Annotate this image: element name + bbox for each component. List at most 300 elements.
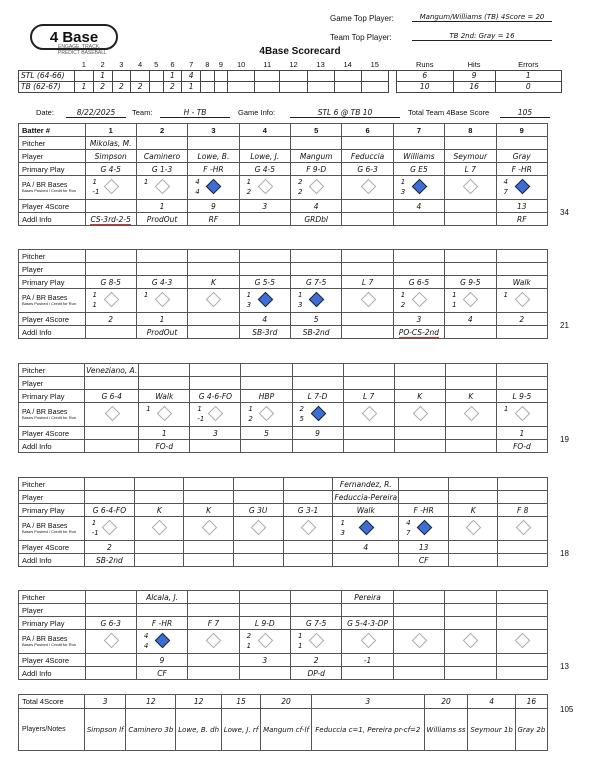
pitcher-cell [233, 478, 283, 491]
totals-header: Runs [396, 59, 453, 70]
player-cell [239, 604, 290, 617]
inning-runs: 1 [93, 70, 112, 81]
pa-cell [239, 289, 290, 313]
base-diamond-icon [155, 291, 171, 307]
bases-diagram [499, 518, 546, 540]
addl-cell: SB-3rd [239, 326, 290, 339]
base-diamond-icon [208, 405, 224, 421]
inning-runs [112, 70, 131, 81]
pitcher-cell [291, 591, 342, 604]
score-cell: 9 [188, 200, 239, 213]
pa-cell [498, 517, 548, 541]
inning-header-4: 4 [131, 59, 150, 70]
base-diamond-icon [515, 405, 531, 421]
bases-pushed: 2 [298, 177, 303, 186]
bases-pushed: 1 [400, 290, 406, 299]
total-4score-cell: 3 [311, 695, 424, 709]
inning-header-2: 2 [93, 59, 112, 70]
row-label-score: Player 4Score [19, 427, 85, 440]
score-cell: 2 [84, 541, 134, 554]
player-note-cell: Lowe, B. dh [176, 709, 222, 751]
totals-header: Errors [495, 59, 561, 70]
game-top-player-label: Game Top Player: [330, 14, 394, 23]
primary-cell [496, 617, 548, 630]
bases-diagram [498, 290, 547, 312]
row-label-primary: Primary Play [19, 276, 86, 289]
base-diamond-icon [206, 632, 222, 648]
pitcher-cell [188, 250, 239, 263]
pitcher-cell [342, 250, 393, 263]
player-cell [291, 604, 342, 617]
pa-cell [496, 630, 548, 654]
base-diamond-icon [102, 519, 118, 535]
base-diamond-icon [309, 178, 325, 194]
bases-credit: 2 [298, 187, 303, 196]
bases-pushed: 1 [340, 518, 345, 527]
score-cell [342, 200, 393, 213]
player-cell [496, 263, 548, 276]
base-diamond-icon [103, 178, 119, 194]
primary-cell: K [449, 504, 498, 517]
bases-diagram [241, 290, 289, 312]
primary-cell: L 7 [445, 163, 496, 176]
row-label-pa: PA / BR Bases Bases Pushed / Credit for Run [19, 289, 86, 313]
bases-credit: -1 [91, 528, 99, 537]
base-diamond-icon [466, 519, 482, 535]
pa-cell [85, 403, 139, 427]
linescore-table [18, 59, 562, 93]
batter-number: 3 [188, 124, 239, 137]
base-diamond-icon [514, 632, 530, 648]
score-cell [85, 427, 139, 440]
pa-cell [239, 176, 290, 200]
base-diamond-icon [104, 405, 120, 421]
addl-text: PO-CS-2nd [398, 327, 440, 337]
bases-pushed: 1 [503, 290, 508, 299]
base-diamond-icon [157, 405, 173, 421]
pitcher-cell [291, 137, 342, 150]
pa-cell [190, 403, 241, 427]
total-4score-label: Total 4Score [19, 695, 85, 709]
addl-cell: FO-d [496, 440, 547, 453]
row-label-score: Player 4Score [19, 541, 85, 554]
addl-cell [333, 554, 399, 567]
bases-pushed: 2 [299, 404, 304, 413]
row-label-addl: Addl Info [19, 667, 86, 680]
row-label-primary: Primary Play [19, 163, 86, 176]
gap-cell [388, 81, 396, 92]
bases-diagram [140, 404, 188, 426]
bases-credit: 7 [406, 528, 411, 537]
primary-cell: G 9-5 [445, 276, 496, 289]
primary-cell: K [184, 504, 233, 517]
team-label: Team: [132, 108, 153, 117]
inning-block-3 [18, 363, 548, 453]
player-cell [498, 491, 548, 504]
row-label-pa: PA / BR Bases Bases Pushed / Credit for Run [19, 176, 86, 200]
logo-tagline: ENGAGE, TRACK, PREDICT BASEBALL [58, 44, 107, 56]
base-diamond-icon [412, 405, 428, 421]
gap-cell [388, 59, 396, 70]
pa-cell [136, 630, 187, 654]
row-sublabel: Bases Pushed / Credit for Run [22, 529, 77, 534]
row-sublabel: Bases Pushed / Credit for Run [22, 642, 77, 647]
base-diamond-icon [103, 632, 119, 648]
base-diamond-icon [412, 632, 428, 648]
pa-cell [291, 630, 342, 654]
score-cell [393, 654, 444, 667]
pa-cell [393, 630, 444, 654]
pitcher-cell [139, 364, 190, 377]
score-cell: 1 [496, 427, 547, 440]
bases-pushed: 4 [503, 177, 508, 186]
date-value: 8/22/2025 [66, 108, 126, 118]
bases-diagram [446, 290, 494, 312]
row-label-score: Player 4Score [19, 200, 86, 213]
pa-cell [399, 517, 449, 541]
addl-cell [85, 326, 136, 339]
primary-cell: G 4-6-FO [190, 390, 241, 403]
team-runs: 6 [396, 70, 453, 81]
addl-cell [393, 213, 444, 226]
primary-cell: F 9-D [291, 163, 342, 176]
batter-number: 9 [496, 124, 548, 137]
bases-diagram [292, 290, 340, 312]
inning-runs [255, 81, 280, 92]
bases-diagram [138, 631, 186, 653]
bases-diagram [86, 518, 133, 540]
addl-cell [449, 554, 498, 567]
bases-diagram [400, 518, 447, 540]
grand-total: 105 [560, 705, 574, 714]
row-label-pitcher: Pitcher [19, 137, 86, 150]
addl-cell [184, 554, 233, 567]
inning-runs [255, 70, 280, 81]
base-diamond-icon [206, 178, 222, 194]
inning-runs [361, 81, 388, 92]
bases-diagram [87, 631, 135, 653]
pa-cell [188, 176, 239, 200]
primary-cell: Walk [139, 390, 190, 403]
row-sublabel: Bases Pushed / Credit for Run [22, 301, 77, 306]
player-cell [496, 377, 547, 390]
logo-text: 4 Base [49, 28, 99, 46]
scorecard-title: 4Base Scorecard [259, 46, 341, 57]
pitcher-cell [84, 478, 134, 491]
bases-pushed: 1 [298, 631, 303, 640]
score-cell [85, 200, 136, 213]
row-label-pa: PA / BR Bases Bases Pushed / Credit for Run [19, 517, 85, 541]
batter-number: 1 [85, 124, 136, 137]
team-errors: 0 [495, 81, 561, 92]
player-cell [233, 491, 283, 504]
primary-cell: G 4-5 [239, 163, 290, 176]
bases-diagram [185, 518, 231, 540]
bases-diagram [86, 404, 137, 426]
bases-diagram [138, 290, 186, 312]
inning-runs [150, 81, 164, 92]
score-cell [445, 654, 496, 667]
player-cell: Seymour [445, 150, 496, 163]
addl-cell [239, 213, 290, 226]
bases-diagram [189, 631, 237, 653]
bases-diagram [498, 177, 547, 199]
pa-cell [333, 517, 399, 541]
inning-block-1 [18, 123, 548, 226]
inning-runs [280, 70, 307, 81]
inning-runs [214, 70, 228, 81]
team-hits: 9 [453, 70, 495, 81]
bases-diagram [498, 631, 547, 653]
primary-cell: F -HR [136, 617, 187, 630]
pa-cell [445, 403, 496, 427]
score-cell: 3 [190, 427, 241, 440]
bases-credit: 5 [299, 414, 304, 423]
row-label-pa: PA / BR Bases Bases Pushed / Credit for Run [19, 630, 86, 654]
pitcher-cell [239, 591, 290, 604]
row-label-addl: Addl Info [19, 213, 86, 226]
bases-diagram [395, 177, 443, 199]
pitcher-cell [393, 137, 444, 150]
base-diamond-icon [201, 519, 217, 535]
score-cell: 1 [136, 200, 187, 213]
addl-cell [85, 667, 136, 680]
pitcher-cell [241, 364, 292, 377]
bases-credit: 2 [400, 300, 406, 309]
score-cell [184, 541, 233, 554]
row-label-addl: Addl Info [19, 326, 86, 339]
batter-number: 7 [393, 124, 444, 137]
addl-cell [190, 440, 241, 453]
pitcher-cell: Veneziano, A. [86, 365, 138, 375]
bases-diagram [447, 404, 495, 426]
addl-cell: CF [399, 554, 449, 567]
pa-cell [291, 176, 342, 200]
row-label-player: Player [19, 377, 85, 390]
score-cell: 9 [136, 654, 187, 667]
player-cell [343, 377, 394, 390]
bases-pushed: 1 [91, 518, 97, 527]
pitcher-cell [85, 591, 136, 604]
bases-diagram [241, 631, 289, 653]
inning-header-15: 15 [361, 59, 388, 70]
total-score-value: 105 [500, 108, 550, 118]
team-name: TB (62-67) [19, 81, 75, 92]
addl-cell [342, 326, 393, 339]
inning-runs [228, 70, 255, 81]
addl-cell: RF [188, 213, 239, 226]
base-diamond-icon [309, 291, 325, 307]
primary-cell: G 3U [233, 504, 283, 517]
batter-number: 5 [291, 124, 342, 137]
team-name: STL (64-66) [19, 70, 75, 81]
base-diamond-icon [301, 519, 317, 535]
bases-diagram [334, 518, 397, 540]
total-4score-cell: 12 [176, 695, 222, 709]
pitcher-cell [496, 364, 547, 377]
addl-cell [498, 554, 548, 567]
player-note-cell: Mangum cf-lf [261, 709, 312, 751]
inning-header-8: 8 [201, 59, 215, 70]
addl-cell [496, 667, 548, 680]
pa-cell [496, 176, 548, 200]
score-cell: 5 [241, 427, 292, 440]
inning-total: 13 [560, 662, 569, 671]
player-cell: Williams [393, 150, 444, 163]
team-hits: 16 [453, 81, 495, 92]
bases-credit: -1 [197, 414, 205, 423]
base-diamond-icon [152, 519, 168, 535]
score-cell [496, 654, 548, 667]
base-diamond-icon [416, 519, 432, 535]
pitcher-cell: Alcala, J. [136, 591, 187, 604]
player-cell [139, 377, 190, 390]
row-label-addl: Addl Info [19, 554, 85, 567]
base-diamond-icon [361, 405, 377, 421]
primary-cell: Walk [333, 504, 399, 517]
bases-credit: 3 [298, 300, 303, 309]
score-cell [449, 541, 498, 554]
score-cell [283, 541, 333, 554]
game-info-value: STL 6 @ TB 10 [290, 108, 400, 118]
pitcher-cell [393, 591, 444, 604]
score-cell: 13 [399, 541, 449, 554]
pa-cell [136, 289, 187, 313]
inning-runs [214, 81, 228, 92]
pa-cell [393, 176, 444, 200]
bases-credit: 1 [92, 300, 97, 309]
inning-runs [131, 70, 150, 81]
pitcher-cell [292, 364, 343, 377]
pa-cell [342, 630, 393, 654]
addl-cell [135, 554, 184, 567]
inning-runs: 2 [131, 81, 150, 92]
bases-diagram [395, 631, 443, 653]
player-cell [445, 604, 496, 617]
inning-header-12: 12 [280, 59, 307, 70]
bases-diagram [292, 631, 340, 653]
batter-number: 6 [342, 124, 393, 137]
addl-cell [393, 667, 444, 680]
addl-cell [239, 667, 290, 680]
bases-credit: 4 [143, 641, 149, 650]
bases-diagram [345, 404, 393, 426]
inning-runs: 1 [182, 81, 201, 92]
bases-pushed: 4 [143, 631, 149, 640]
player-cell [136, 263, 187, 276]
inning-header-13: 13 [307, 59, 334, 70]
bases-pushed: 1 [246, 177, 252, 186]
bases-credit: 1 [452, 300, 457, 309]
primary-cell [445, 617, 496, 630]
primary-cell: G 5-5 [239, 276, 290, 289]
base-diamond-icon [259, 405, 275, 421]
inning-block-2 [18, 249, 548, 339]
inning-header-5: 5 [150, 59, 164, 70]
pa-cell [239, 630, 290, 654]
player-cell [399, 491, 449, 504]
score-cell [394, 427, 445, 440]
pitcher-cell [445, 137, 496, 150]
pitcher-cell [399, 478, 449, 491]
pitcher-cell: Mikolas, M. [85, 137, 136, 150]
player-cell [393, 263, 444, 276]
bases-pushed: 1 [298, 290, 303, 299]
pa-cell [85, 289, 136, 313]
primary-cell: G 4-3 [136, 276, 187, 289]
player-cell: Feduccia [342, 150, 393, 163]
row-label-primary: Primary Play [19, 504, 85, 517]
player-note-cell: Williams ss [424, 709, 468, 751]
row-label-player: Player [19, 263, 86, 276]
primary-cell: F -HR [399, 504, 449, 517]
player-cell: Simpson [85, 150, 136, 163]
inning-runs [334, 70, 361, 81]
score-cell: 4 [333, 541, 399, 554]
pitcher-cell [393, 250, 444, 263]
primary-cell: G 6-4-FO [84, 504, 134, 517]
bases-credit: 2 [248, 414, 253, 423]
pa-cell [184, 517, 233, 541]
bases-pushed: 1 [143, 290, 149, 299]
score-cell: 3 [239, 654, 290, 667]
base-diamond-icon [155, 632, 171, 648]
row-label-player: Player [19, 150, 86, 163]
bases-pushed: 4 [195, 177, 200, 186]
pitcher-cell [498, 478, 548, 491]
primary-cell: F -HR [496, 163, 548, 176]
addl-cell [394, 440, 445, 453]
batter-number: 2 [136, 124, 187, 137]
pitcher-cell [136, 137, 187, 150]
primary-cell: Walk [496, 276, 548, 289]
pitcher-cell [496, 591, 548, 604]
score-cell [445, 200, 496, 213]
bases-diagram [498, 404, 546, 426]
primary-cell: K [135, 504, 184, 517]
bases-pushed: 1 [92, 290, 97, 299]
inning-runs: 1 [75, 81, 94, 92]
inning-runs [334, 81, 361, 92]
inning-total: 18 [560, 549, 569, 558]
total-4score-cell: 12 [126, 695, 176, 709]
primary-cell: G 6-3 [85, 617, 136, 630]
players-notes-label: Players/Notes [19, 709, 85, 751]
base-diamond-icon [258, 178, 274, 194]
team-value: H - TB [160, 108, 230, 118]
inning-runs: 1 [163, 70, 182, 81]
player-cell [188, 263, 239, 276]
base-diamond-icon [463, 178, 479, 194]
pa-cell [445, 289, 496, 313]
bases-pushed: 1 [246, 290, 252, 299]
pitcher-cell: Pereira [342, 591, 393, 604]
pa-cell [135, 517, 184, 541]
inning-runs: 2 [112, 81, 131, 92]
score-cell: 1 [136, 313, 187, 326]
bases-diagram [241, 177, 289, 199]
base-diamond-icon [258, 632, 274, 648]
pa-cell [342, 176, 393, 200]
score-cell [188, 313, 239, 326]
base-diamond-icon [463, 405, 479, 421]
player-cell [445, 377, 496, 390]
bases-diagram [242, 404, 290, 426]
base-diamond-icon [103, 291, 119, 307]
pitcher-cell [496, 250, 548, 263]
player-cell [188, 604, 239, 617]
bases-credit: 3 [246, 300, 252, 309]
